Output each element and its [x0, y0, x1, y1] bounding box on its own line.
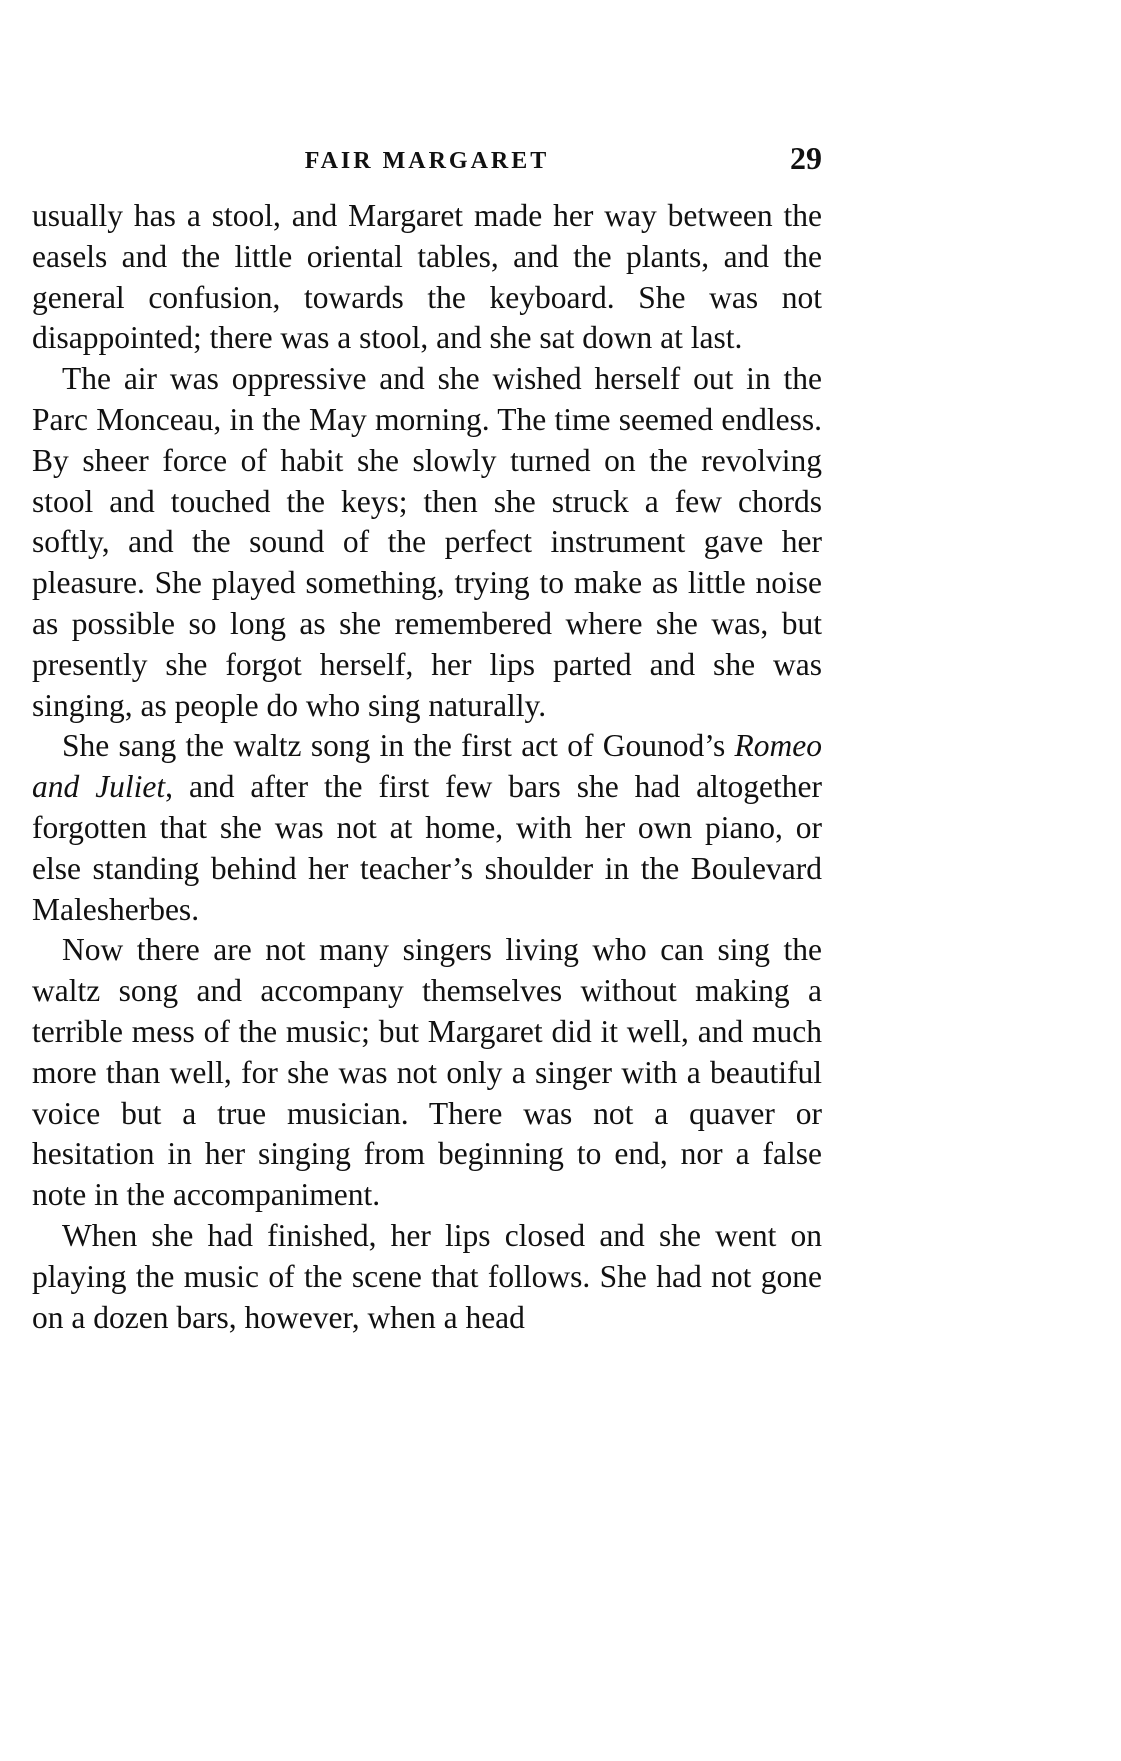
running-title: FAIR MARGARET	[304, 148, 550, 174]
paragraph-5: When she had finished, her lips closed and she went on playing the music of the scene that follows. She had not gone on a dozen bars, however, when a head	[32, 1217, 822, 1335]
paragraph-4: Now there are not many singers living who can sing the waltz song and accompany themselves without making a terrible mess of the music; but Margaret did it well, and much more than well, for she was not only a singer with a beautiful voice but a true musician. There was not a quaver or hesitation in her singing from beginning to end, nor a false note in the accompaniment.	[32, 932, 822, 1213]
paragraph-3-after: , and after the first few bars she had altogether forgotten that she was not at home, with her own piano, or else standing behind her teacher’s shoulder in the Boulevard Malesherbes.	[32, 769, 823, 927]
paragraph-2: The air was oppressive and she wished herself out in the Parc Monceau, in the May morning. The time seemed endless. By sheer force of habit she slowly turned on the revolving stool and touched the keys; then she struck a few chords softly, and the sound of the perfect instrument gave her pleasure. She played something, trying to make as little noise as possible so long as she remembered where she was, but presently she forgot herself, her lips parted and she was singing, as people do who sing naturally.	[32, 361, 822, 723]
paragraph-1: usually has a stool, and Margaret made her way between the easels and the little oriental tables, and the plants, and the general confusion, towards the keyboard. She was not disappointed; there was a stool, and she sat down at last.	[32, 198, 822, 356]
paragraph-3	[32, 726, 822, 930]
page-number: 29	[790, 140, 822, 176]
page-header	[32, 140, 822, 180]
body-text	[32, 196, 822, 1338]
paragraph-3-before: She sang the waltz song in the first act of Gounod’s	[62, 728, 735, 764]
book-title-italic: Romeo and Juliet	[32, 728, 822, 805]
